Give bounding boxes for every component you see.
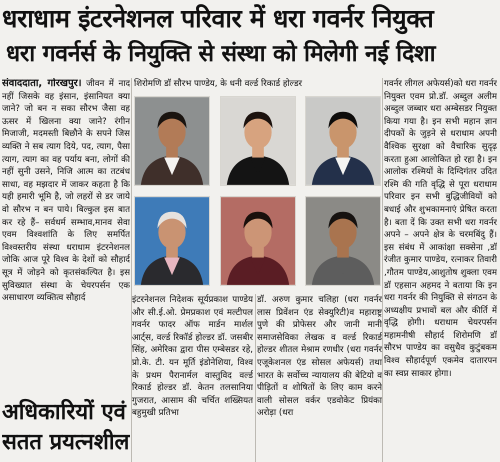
photo-man-blue-suit	[305, 96, 381, 186]
byline: संवाददाता, गोरखपुर।	[2, 78, 82, 89]
photo-grid	[134, 96, 382, 292]
subheading-1: अधिकारियों एवं	[2, 400, 126, 425]
column-rule	[382, 78, 383, 462]
article-right-column: गवर्नर लीगल अफेयर्स)को धरा गवर्नर नियुक्त एवम प्रो.डॉ. अब्दुल अलीम अब्दुल जब्बार धरा अम्बेसडर नियुक्त किया गया है। इन सभी महान ज्ञान दीपकों के जुड़ने से धराधाम अपनी वैश्विक सुरक्षा को वैचारिक सुदृढ़ करता हुआ आलोकित हो रहा है। इन आलोक रश्मियों के दिग्दिगंतर उदित रश्मि की गति वृद्धि से पूरा धराधाम परिवार इन सभी बुद्धिजीवियों को बधाई और शुभकामनाएं प्रेषित करता है। बता दें कि उक्त सभी धरा गवर्नर अपने – अपने क्षेत्र के चरमबिंदु हैं। इस संबंध में आकांक्षा सक्सेना ,डॉ रंजीत कुमार पाण्डेय, रत्नाकर तिवारी ,गौतम पाण्डेय,आशुतोष शुक्ला एवम डॉ एहसान अहमद ने बताया कि इन धरा गवर्नर की नियुक्ति से संगठन के अध्यक्षीय प्रभावों बल और कीर्ति में वृद्धि होगी। धराधाम चेयरपर्सन महामनीषी सौहार्द शिरोमणि डॉ सौरभ पाण्डेय का वसुधैव कुटुंबकम विश्व सौहार्दपूर्ण एकमेव दातारपन का स्वप्न साकार होगा।	[384, 79, 497, 379]
photo-man-mustache	[134, 96, 210, 186]
headline-line-2: धरा गवर्नर्स के नियुक्ति से संस्था को मिलेगी नई दिशा	[6, 41, 436, 67]
article-bottom-column-2: डॉ. अरुण कुमार चलिहा (धरा गवर्नर लास प्रिवेंशन एंड सेक्युरिटी)व महाराष्ट्र पुणे की प्रोफेसर और जानी मानी समाजसेविका लेखक व वर्ल्ड रिकार्ड होल्डर शीतल मेश्राम रणधीर (धरा गवर्नर एजूकेशनल एंड सोसल अफेयर्स) तथा भारत के सर्वोच्च न्यायालय की बेटियो व पीड़ितों व शोषितों के लिए काम करने वाली सोसल वर्कर एडवोकेट प्रियंका अरोड़ा (धरा	[257, 295, 382, 419]
article-left-column	[2, 78, 130, 392]
headline-line-1: धराधाम इंटरनेशनल परिवार में धरा गवर्नर नियुक्त	[2, 4, 434, 33]
article-bottom-column-1: इंटरनेशनल निदेशक सूर्यप्रकाश पाण्डेय और सी.ई.ओ. प्रेमप्रकाश एवं मल्टीपल गवर्नर फादर ऑफ मार्डन मार्शल आर्ट्स, वर्ल्ड रिकॉर्ड होल्डर डॉ. जसबीर सिंह, अमेरिका द्वारा पीस एम्बेसडर रहे, प्रो.के. टी. यन मूर्ति इंडोनेशिया, विश्व के प्रथम पैरानार्मल वास्तुविद वर्ल्ड रिकार्ड होल्डर डॉ. केतन तलसानिया गुजरात, आसाम की चर्चित शख्सियत बहुमुखी प्रतिभा	[132, 295, 253, 419]
article-top-strip: शिरोमणि डॉ सौरभ पाण्डेय, के धनी वर्ल्ड रिकार्ड होल्डर	[134, 79, 303, 89]
column-rule	[255, 294, 256, 462]
photo-woman-black-top	[220, 96, 296, 186]
photo-man-beard-grey-shirt	[305, 196, 381, 286]
subheading-2: सतत प्रयत्नशील	[2, 430, 130, 455]
photo-man-glasses-pink-shirt	[134, 196, 210, 286]
left-column-body: जीवन में नाद नहीं जिसके वह इंसान, इंसानियत क्या जाने? जो बन न सका सौरभ जैसा वह ऊसर में खिलना क्या जाने? रंगीन मिजाजी, मदमस्ती बिछौने के सपने जिस व्यक्ति ने सब त्याग दिये, पद, त्याग, पैसा त्याग, त्याग का वह पर्याय बना, लोगों की नहीं सुनी उसने, निजि आत्म का तटबंध साधा, वह मझदार में जाकर कहता है कि यही हमारी भूमि है, जो लहरों से डर जाये वो सौरभ न बन पाये। बिल्कुल इस बात कर रहे हैं– सर्वधर्म सम्भाव,मानव सेवा एवम विश्वशांति के लिए समर्पित विश्वस्तरीय संस्था धराधाम इंटरनेशनल जोकि आज पूरे विश्व के देशों को सौहार्द सूत्र में जोड़ने को कृतसंकल्पित है। इस सुविख्यात संस्था के चेयरपर्सन एक असाधारण व्यक्तित्व सौहार्द	[2, 79, 130, 304]
photo-woman-dark-red-top	[220, 196, 296, 286]
